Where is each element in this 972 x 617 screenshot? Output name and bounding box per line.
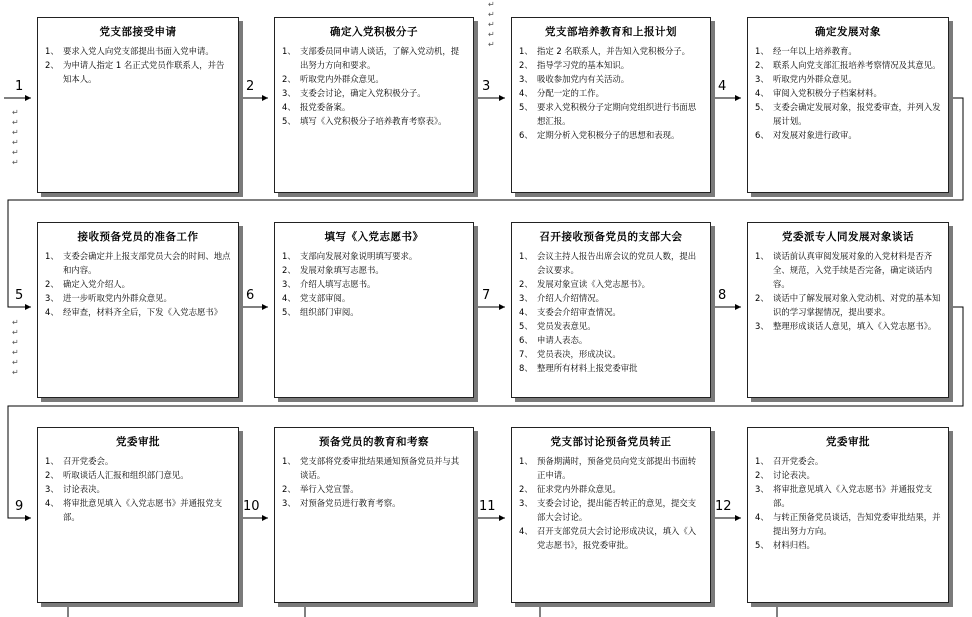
- step-number: 7: [482, 288, 491, 303]
- step-items: [519, 249, 703, 375]
- list-item: 5、 要求入党积极分子定期向党组织进行书面思想汇报。: [519, 102, 697, 126]
- step-box-10: [274, 427, 474, 603]
- list-item: 6、 定期分析入党积极分子的思想和表现。: [519, 130, 680, 140]
- list-item: 4、 召开支部党员大会讨论形成决议，填入《入党志愿书》，报党委审批。: [519, 526, 697, 550]
- list-item: 6、 对发展对象进行政审。: [755, 130, 857, 140]
- step-items: [45, 44, 231, 86]
- list-item: 2、 确定入党介绍人。: [45, 279, 130, 289]
- list-item: 2、 发展对象宣读《入党志愿书》。: [519, 279, 651, 289]
- list-item: 6、 申请人表态。: [519, 335, 588, 345]
- list-item: 5、 材料归档。: [755, 540, 815, 550]
- step-title: 党委审批: [116, 436, 160, 448]
- step-title: 党支部培养教育和上报计划: [545, 26, 677, 38]
- step-title: 召开接收预备党员的支部大会: [539, 231, 683, 243]
- list-item: 1、 谈话前认真审阅发展对象的入党材料是否齐全、规范，入党手续是否完备，确定谈话内容。: [755, 251, 933, 289]
- step-box-4: [747, 17, 949, 193]
- list-item: 2、 谈话中了解发展对象入党动机、对党的基本知识的学习掌握情况，提出要求。: [755, 293, 941, 317]
- list-item: 1、 召开党委会。: [45, 456, 114, 466]
- list-item: 5、 填写《入党积极分子培养教育考察表》。: [282, 116, 447, 126]
- list-item: 1、 支部向发展对象说明填写要求。: [282, 251, 418, 261]
- list-item: 1、 召开党委会。: [755, 456, 824, 466]
- step-box-2: [274, 17, 474, 193]
- step-title: 党支部接受申请: [99, 26, 177, 38]
- list-item: 1、 经一年以上培养教育。: [755, 46, 857, 56]
- list-item: 5、 组织部门审阅。: [282, 307, 359, 317]
- step-box-1: [37, 17, 239, 193]
- list-item: 4、 党支部审阅。: [282, 293, 351, 303]
- list-item: 2、 举行入党宣誓。: [282, 484, 359, 494]
- list-item: 2、 征求党内外群众意见。: [519, 484, 621, 494]
- list-item: 3、 吸收参加党内有关活动。: [519, 74, 630, 84]
- step-items: [282, 454, 466, 510]
- step-box-5: [37, 222, 239, 398]
- step-items: [755, 44, 941, 142]
- step-box-12: [747, 427, 949, 603]
- list-item: 4、 将审批意见填入《入党志愿书》并通报党支部。: [45, 498, 223, 522]
- step-title: 确定入党积极分子: [330, 26, 418, 38]
- step-number: 6: [246, 288, 255, 303]
- list-item: 3、 支委会讨论，确定入党积极分子。: [282, 88, 426, 98]
- list-item: 2、 讨论表决。: [755, 470, 815, 480]
- list-item: 1、 党支部将党委审批结果通知预备党员并与其谈话。: [282, 456, 460, 480]
- list-item: 3、 介绍人介绍情况。: [519, 293, 604, 303]
- list-item: 2、 听取党内外群众意见。: [282, 74, 384, 84]
- step-items: [519, 44, 703, 142]
- step-items: [282, 44, 466, 128]
- list-item: 1、 支部委员同申请人谈话，了解入党动机，提出努力方向和要求。: [282, 46, 460, 70]
- list-item: 1、 会议主持人报告出席会议的党员人数，提出会议要求。: [519, 251, 697, 275]
- list-item: 7、 党员表决，形成决议。: [519, 349, 621, 359]
- step-number: 11: [479, 499, 496, 514]
- step-items: [45, 454, 231, 524]
- step-number: 5: [15, 288, 24, 303]
- step-title: 党支部讨论预备党员转正: [550, 436, 672, 448]
- list-item: 3、 整理形成谈话人意见，填入《入党志愿书》。: [755, 321, 937, 331]
- list-item: 1、 支委会确定并上报支部党员大会的时间、地点和内容。: [45, 251, 231, 275]
- list-item: 3、 听取党内外群众意见。: [755, 74, 857, 84]
- list-item: 1、 指定 2 名联系人，并告知入党积极分子。: [519, 46, 691, 56]
- step-box-3: [511, 17, 711, 193]
- paragraph-mark-icon: ↵ ↵ ↵ ↵ ↵ ↵: [12, 318, 19, 377]
- list-item: 5、 党员发表意见。: [519, 321, 596, 331]
- step-box-9: [37, 427, 239, 603]
- list-item: 2、 发展对象填写志愿书。: [282, 265, 384, 275]
- paragraph-mark-icon: ↵ ↵ ↵ ↵ ↵: [488, 0, 495, 49]
- list-item: 8、 整理所有材料上报党委审批: [519, 363, 638, 373]
- step-title: 接收预备党员的准备工作: [77, 231, 199, 243]
- step-box-7: [511, 222, 711, 398]
- list-item: 4、 支委会介绍审查情况。: [519, 307, 621, 317]
- step-items: [755, 454, 941, 552]
- list-item: 4、 经审查，材料齐全后，下发《入党志愿书》: [45, 307, 223, 317]
- list-item: 3、 进一步听取党内外群众意见。: [45, 293, 172, 303]
- list-item: 3、 将审批意见填入《入党志愿书》并通报党支部。: [755, 484, 933, 508]
- step-items: [45, 249, 231, 319]
- step-box-6: [274, 222, 474, 398]
- list-item: 4、 与转正预备党员谈话，告知党委审批结果，并提出努力方向。: [755, 512, 941, 536]
- list-item: 4、 审阅入党积极分子档案材料。: [755, 88, 882, 98]
- step-number: 9: [15, 499, 24, 514]
- list-item: 4、 报党委备案。: [282, 102, 351, 112]
- list-item: 2、 联系人向党支部汇报培养考察情况及其意见。: [755, 60, 941, 70]
- step-title: 党委派专人同发展对象谈话: [782, 231, 914, 243]
- step-title: 确定发展对象: [815, 26, 881, 38]
- step-number: 12: [715, 499, 732, 514]
- list-item: 3、 介绍人填写志愿书。: [282, 279, 376, 289]
- step-items: [755, 249, 941, 333]
- list-item: 2、 指导学习党的基本知识。: [519, 60, 630, 70]
- step-number: 2: [246, 79, 255, 94]
- step-number: 10: [243, 499, 260, 514]
- step-title: 党委审批: [826, 436, 870, 448]
- step-items: [519, 454, 703, 552]
- step-box-8: [747, 222, 949, 398]
- step-number: 4: [718, 79, 727, 94]
- list-item: 1、 预备期满时，预备党员向党支部提出书面转正申请。: [519, 456, 697, 480]
- list-item: 3、 对预备党员进行教育考察。: [282, 498, 401, 508]
- step-box-11: [511, 427, 711, 603]
- list-item: 4、 分配一定的工作。: [519, 88, 604, 98]
- list-item: 2、 为申请人指定 1 名正式党员作联系人，并告知本人。: [45, 60, 225, 84]
- step-title: 预备党员的教育和考察: [319, 436, 429, 448]
- step-number: 3: [482, 79, 491, 94]
- paragraph-mark-icon: ↵ ↵ ↵ ↵ ↵ ↵: [12, 108, 19, 167]
- list-item: 5、 支委会确定发展对象，报党委审查，并列入发展计划。: [755, 102, 941, 126]
- list-item: 3、 讨论表决。: [45, 484, 105, 494]
- step-number: 1: [15, 79, 24, 94]
- step-items: [282, 249, 466, 319]
- list-item: 2、 听取谈话人汇报和组织部门意见。: [45, 470, 189, 480]
- list-item: 3、 支委会讨论，提出能否转正的意见，提交支部大会讨论。: [519, 498, 697, 522]
- step-title: 填写《入党志愿书》: [324, 231, 424, 243]
- step-number: 8: [718, 288, 727, 303]
- list-item: 1、 要求入党人向党支部提出书面入党申请。: [45, 46, 214, 56]
